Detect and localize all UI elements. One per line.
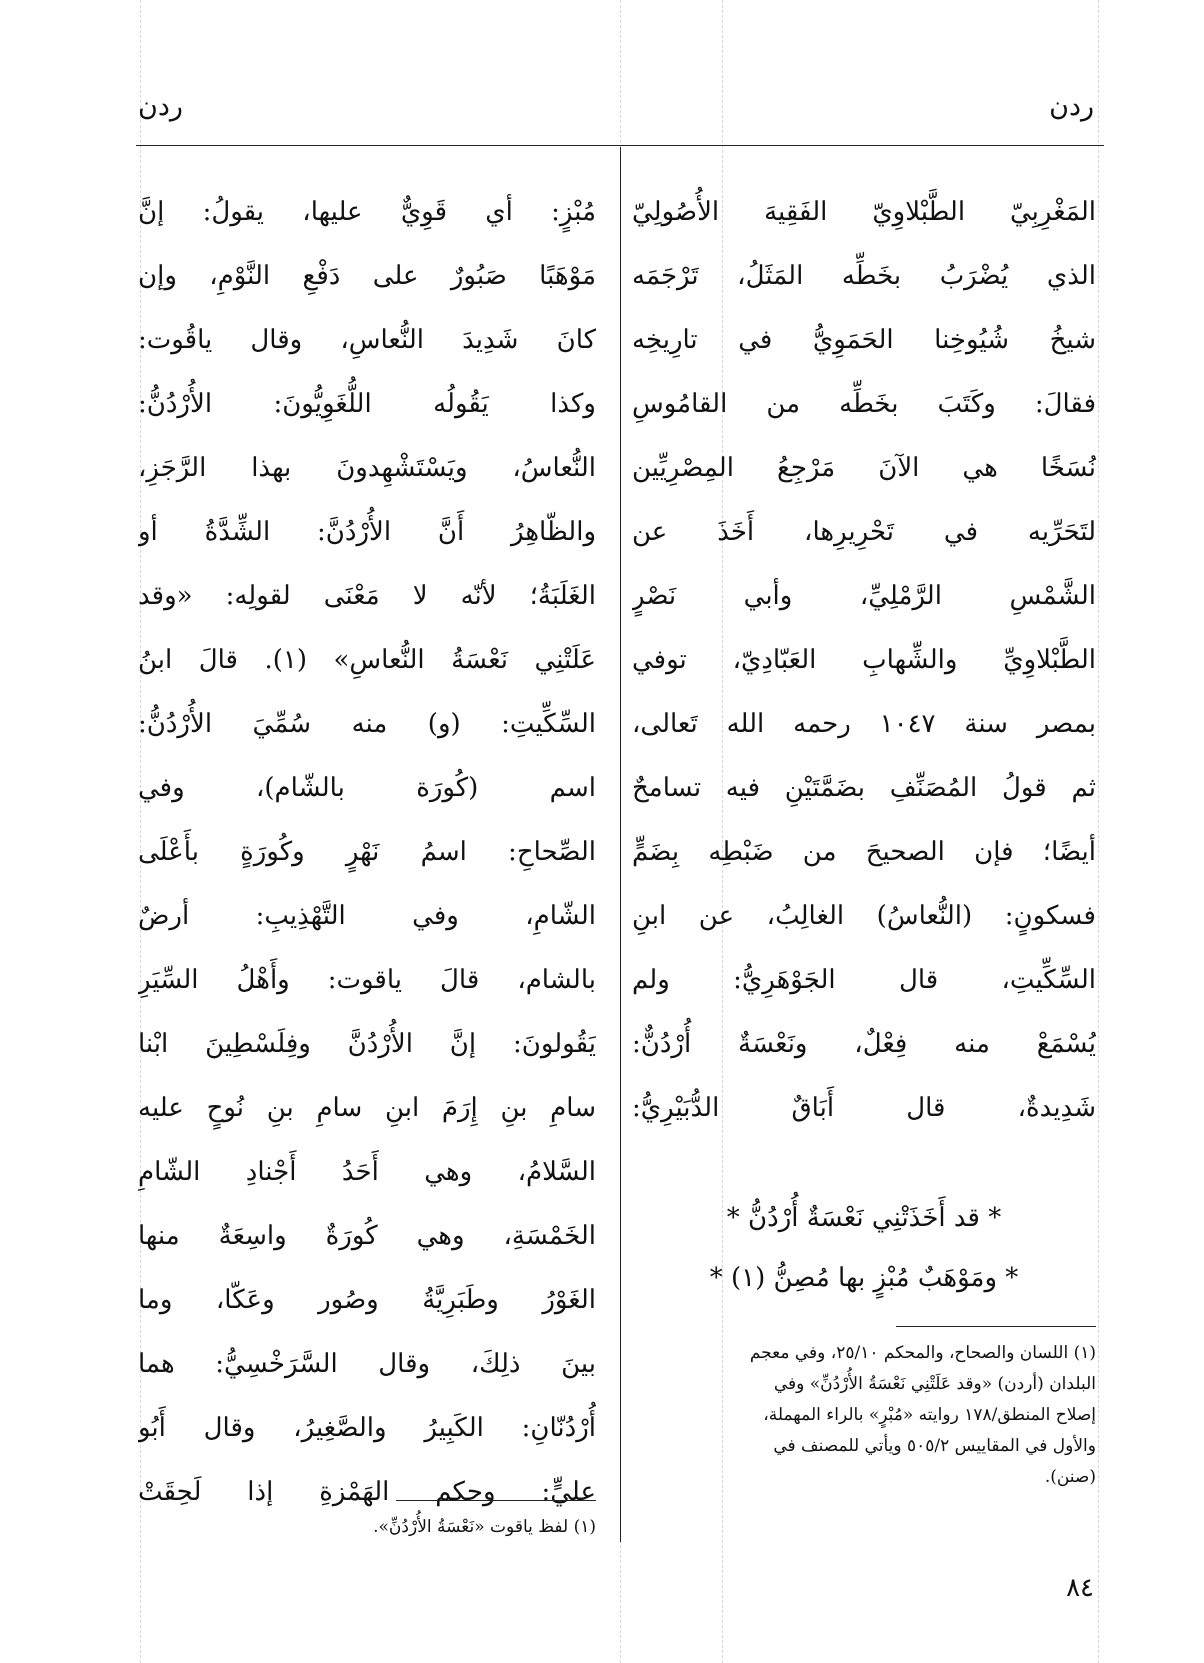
text-line: بينَ ذلِكَ، وقال السَّرَخْسِيُّ: هما: [138, 1349, 596, 1379]
text-line: عليٍّ: وحكم الهَمْزةِ إذا لَحِقَتْ: [138, 1477, 596, 1507]
text-line: الشّامِ، وفي التَّهْذِيبِ: أرضٌ: [138, 901, 596, 931]
text-line: مُبْزٍ: أي قَوِيٌّ عليها، يقولُ: إنَّ: [138, 197, 596, 227]
text-line: الخَمْسَةِ، وهي كُورَةٌ واسِعَةٌ منها: [138, 1221, 596, 1251]
text-line: وكذا يَقُولُه اللُّغَوِيُّونَ: الأُرْدُنُّ:: [138, 389, 596, 419]
text-line: السَّلامُ، وهي أَحَدُ أَجْنادِ الشّامِ: [138, 1157, 596, 1187]
text-line: الطَّبْلاوِيِّ والشِّهابِ العَبّادِيّ، توفي: [632, 645, 1096, 675]
text-line: مَوْهَبًا صَبُورٌ على دَفْعِ النَّوْمِ، وإن: [138, 261, 596, 291]
text-line: الغَلَبَةُ؛ لأنّه لا مَعْنَى لقولِه: «وقد: [138, 581, 596, 611]
text-line: أُرْدُنّانِ: الكَبِيرُ والصَّغِيرُ، وقال أَبُو: [138, 1413, 596, 1443]
footnote-left: (١) لفظ ياقوت «نَعْسَةُ الأُرْدُنِّ».: [373, 1517, 596, 1537]
footnote-rule-left: [396, 1500, 596, 1501]
text-line: بمصر سنة ١٠٤٧ رحمه الله تَعالى،: [632, 709, 1096, 739]
text-line: الذي يُضْرَبُ بخَطِّه المَثَلُ، تَرْجَمَه: [632, 261, 1096, 291]
column-divider: [620, 147, 621, 1542]
text-line: عَلَتْنِي نَعْسَةُ النُّعاسِ» (١). قالَ ابنُ: [138, 645, 596, 675]
footnote-line: (١) اللسان والصحاح، والمحكم ٢٥/١٠، وفي معجم: [749, 1343, 1096, 1363]
footnote-right: [632, 1338, 1096, 1493]
right-column-text: [632, 180, 1096, 1140]
text-line: فقالَ: وكَتَبَ بخَطِّه من القامُوسِ: [632, 389, 1096, 419]
footnote-line: إصلاح المنطق/١٧٨ روايته «مُبْرٍ» بالراء المهملة،: [763, 1405, 1096, 1425]
text-line: ثم قولُ المُصَنِّفِ بضَمَّتَيْنِ فيه تسامحٌ: [632, 773, 1096, 803]
text-line: السِّكِّيتِ: (و) منه سُمِّيَ الأُرْدُنُّ:: [138, 709, 596, 739]
footnote-line: والأول في المقاييس ٥٠٥/٢ ويأتي للمصنف في: [773, 1436, 1096, 1456]
text-line: لتَحَرِّيه في تَحْرِيرِها، أَخَذَ عن: [632, 517, 1096, 547]
text-line: يُسْمَعْ منه فِعْلٌ، ونَعْسَةٌ أُرْدُنٌّ:: [632, 1029, 1096, 1059]
text-line: فسكونٍ: (النُّعاسُ) الغالِبُ، عن ابنِ: [632, 901, 1096, 931]
footnote-rule-right: [896, 1326, 1096, 1327]
footnote-line: البلدان (أردن) «وقد عَلَتْنِي نَعْسَةُ الأُرْدُنِّ» وفي: [773, 1374, 1096, 1394]
running-head-right: ردن: [1049, 91, 1094, 122]
text-line: السِّكِّيتِ، قال الجَوْهَرِيُّ: ولم: [632, 965, 1096, 995]
header-rule: [136, 145, 1104, 146]
text-line: أيضًا؛ فإن الصحيحَ من ضَبْطِه بِضَمٍّ: [632, 837, 1096, 867]
text-line: يَقُولونَ: إنَّ الأُرْدُنَّ وفِلَسْطِينَ ابْنا: [138, 1029, 596, 1059]
text-line: نُسَخًا هي الآنَ مَرْجِعُ المِصْرِيِّين: [632, 453, 1096, 483]
text-line: كانَ شَدِيدَ النُّعاسِ، وقال ياقُوت:: [138, 325, 596, 355]
text-line: الغَوْرُ وطَبَرِيَّةُ وصُور وعَكّا، وما: [138, 1285, 596, 1315]
poetry-verse-1: * قد أَخَذَتْنِي نَعْسَةٌ أُرْدُنُّ *: [726, 1203, 1002, 1233]
text-line: سامِ بنِ إِرَمَ ابنِ سامِ بنِ نُوحٍ عليه: [138, 1093, 596, 1123]
text-line: المَغْرِبِيّ الطَّبْلاوِيّ الفَقِيهَ الأُصُولِيّ: [632, 197, 1096, 227]
footnote-line: (صنن).: [1044, 1467, 1096, 1487]
running-head-left: ردن: [138, 91, 183, 122]
page-number: ٨٤: [1066, 1573, 1094, 1603]
text-line: والظّاهِرُ أَنَّ الأُرْدُنَّ: الشِّدَّةُ أو: [138, 517, 596, 547]
left-column-text: [138, 180, 596, 1524]
text-line: اسم (كُورَة بالشّام)، وفي: [138, 773, 596, 803]
text-line: الشَّمْسِ الرَّمْلِيِّ، وأبي نَصْرٍ: [632, 581, 1096, 611]
text-line: الصِّحاحِ: اسمُ نَهْرٍ وكُورَةٍ بأَعْلَى: [138, 837, 596, 867]
text-line: شَدِيدةٌ، قال أَبَاقٌ الدُّبَيْرِيُّ:: [632, 1093, 1096, 1123]
text-line: بالشام، قالَ ياقوت: وأَهْلُ السِّيَرِ: [138, 965, 596, 995]
text-line: النُّعاسُ، ويَسْتَشْهِدونَ بهذا الرَّجَزِ،: [138, 453, 596, 483]
poetry-verse-2: * ومَوْهَبٌ مُبْزٍ بها مُصِنُّ (١) *: [709, 1263, 1019, 1293]
text-line: شيخُ شُيُوخِنا الحَمَوِيُّ في تارِيخِه: [632, 325, 1096, 355]
scan-guide-line: [1098, 0, 1099, 1663]
